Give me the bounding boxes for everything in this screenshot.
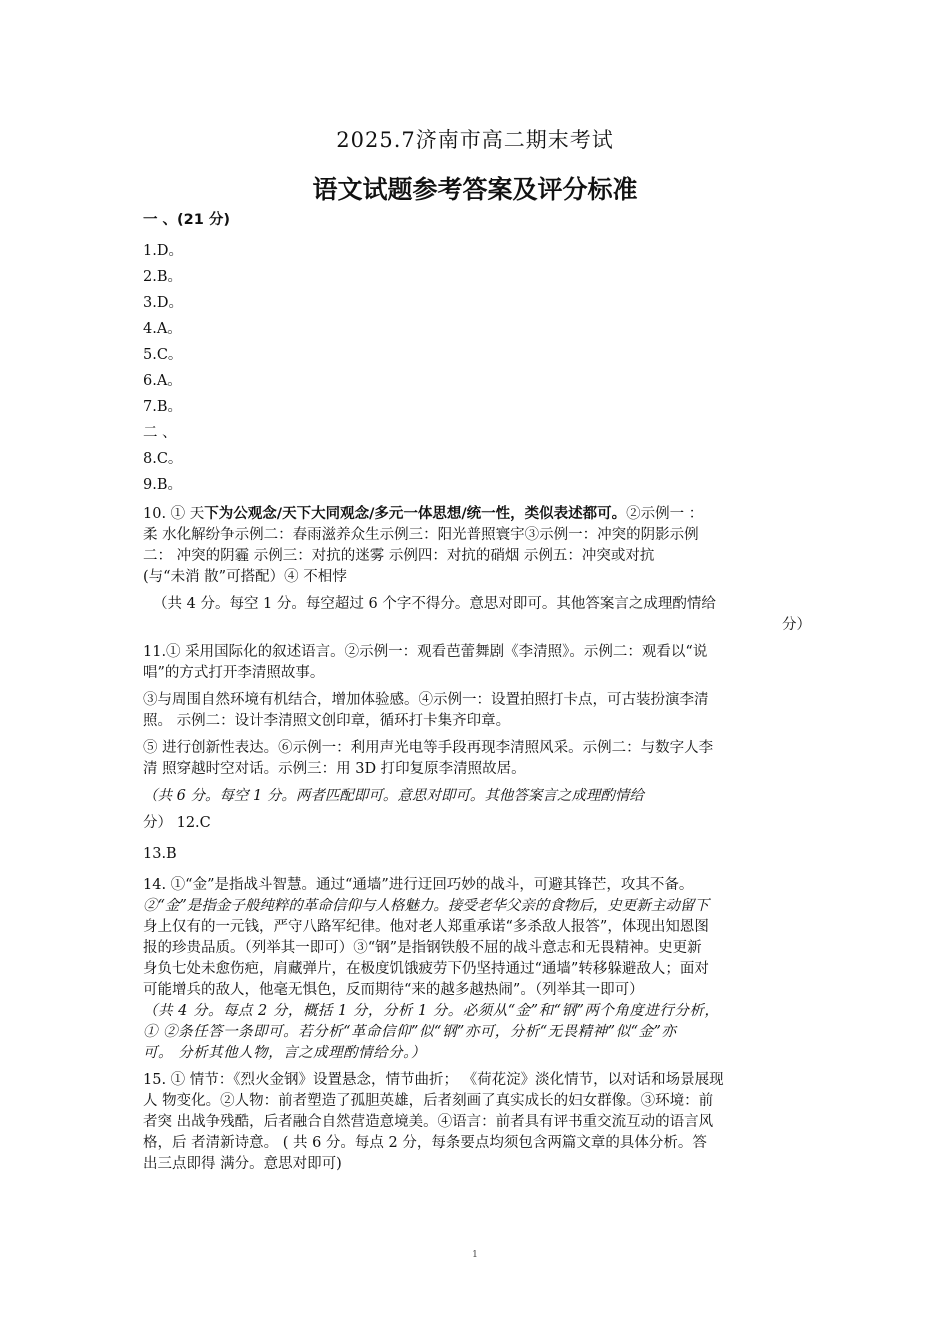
answer-5: 5.C。 xyxy=(143,347,183,363)
answer-6: 6.A。 xyxy=(143,373,182,389)
document-subtitle: 语文试题参考答案及评分标准 xyxy=(312,175,638,204)
page-number: 1 xyxy=(472,1250,478,1260)
q11-line3: ③与周围自然环境有机结合，增加体验感。④示例一：设置拍照打卡点，可古装扮演李清 xyxy=(143,692,709,708)
q10-line1-rest: ②示例一 ： xyxy=(626,506,704,522)
answer-7: 7.B。 xyxy=(143,399,182,415)
answer-1: 1.D。 xyxy=(143,243,183,259)
q14-scoring-note-3: 可。 分析其他人物，言之成理酌情给分。） xyxy=(143,1045,426,1061)
question-10 xyxy=(143,504,811,636)
q15-line1: 15. ① 情节：《烈火金钢》设置悬念，情节曲折； 《荷花淀》淡化情节，以对话和场景展现 xyxy=(143,1072,724,1088)
q15-line4: 格，后 者清新诗意。 ( 共 6 分。每点 2 分，每条要点均须包含两篇文章的具体分析。答 xyxy=(143,1135,707,1151)
q11-line5: ⑤ 进行创新性表达。⑥示例一：利用声光电等手段再现李清照风采。示例二：与数字人李 xyxy=(143,740,714,756)
q11-line1: 11.① 采用国际化的叙述语言。②示例一：观看芭蕾舞剧《李清照》。示例二：观看以“说 xyxy=(143,644,708,660)
q10-scoring-note: （共 4 分。每空 1 分。每空超过 6 个字不得分。意思对即可。其他答案言之成理酌情给 xyxy=(153,596,716,612)
answer-13: 13.B xyxy=(143,846,177,862)
question-14 xyxy=(143,875,811,1064)
q15-line2: 人 物变化。②人物：前者塑造了孤胆英雄，后者刻画了真实成长的妇女群像。③环境：前 xyxy=(143,1093,714,1109)
q14-scoring-note-2: ① ②条任答一条即可。若分析“革命信仰”似“钢”亦可，分析“无畏精神”似“金”亦 xyxy=(143,1024,677,1040)
q10-line4: (与“未消 散”可搭配）④ 不相悖 xyxy=(143,569,347,585)
q14-line5: 身负七处未愈伤疤，肩藏弹片，在极度饥饿疲劳下仍坚持通过“通墙”转移躲避敌人；面对 xyxy=(143,961,709,977)
answer-8: 8.C。 xyxy=(143,451,183,467)
answer-3: 3.D。 xyxy=(143,295,183,311)
question-11 xyxy=(143,642,811,834)
q11-line6: 清 照穿越时空对话。示例三：用 3D 打印复原李清照故居。 xyxy=(143,761,526,777)
q10-line2: 柔 水化解纷争示例二：春雨滋养众生示例三：阳光普照寰宇③示例一：冲突的阴影示例 xyxy=(143,527,699,543)
answer-2: 2.B。 xyxy=(143,269,182,285)
q10-lead: 10. ① 天 xyxy=(143,506,205,522)
answer-content xyxy=(143,210,811,1175)
q11-scoring-note-end: 分） 12.C xyxy=(143,815,211,831)
q11-line4: 照。 示例二：设计李清照文创印章，循环打卡集齐印章。 xyxy=(143,713,511,729)
q14-scoring-note-1: （共 4 分。每点 2 分，概括 1 分，分析 1 分。必须从“金”和“钢”两个角度进行分析， xyxy=(143,1003,720,1019)
answer-9: 9.B。 xyxy=(143,477,182,493)
q10-bold-answer: 下为公观念/天下大同观念/多元一体思想/统一性，类似表述都可。 xyxy=(204,506,627,522)
q10-line3: 二： 冲突的阴霾 示例三：对抗的迷雾 示例四：对抗的硝烟 示例五：冲突或对抗 xyxy=(143,548,655,564)
q14-line6: 可能增兵的敌人，他毫无惧色，反而期待“来的越多越热闹”。（列举其一即可） xyxy=(143,982,644,998)
q10-scoring-note-end: 分） xyxy=(782,617,811,633)
q15-line5: 出三点即得 满分。意思对即可) xyxy=(143,1156,342,1172)
section-1-heading: 一 、(21 分) xyxy=(143,212,231,228)
section-2-heading: 二 、 xyxy=(143,425,177,441)
exam-title: 2025.7济南市高二期末考试 xyxy=(336,128,614,152)
q11-scoring-note: （共 6 分。每空 1 分。两者匹配即可。意思对即可。其他答案言之成理酌情给 xyxy=(143,788,644,804)
q11-line2: 唱”的方式打开李清照故事。 xyxy=(143,665,325,681)
question-15 xyxy=(143,1070,811,1175)
q15-line3: 者突 出战争残酷，后者融合自然营造意境美。④语言：前者具有评书重交流互动的语言风 xyxy=(143,1114,714,1130)
answer-4: 4.A。 xyxy=(143,321,182,337)
q14-line2: ②“金”是指金子般纯粹的革命信仰与人格魅力。接受老华父亲的食物后，史更新主动留下 xyxy=(143,898,709,914)
q14-line3: 身上仅有的一元钱，严守八路军纪律。他对老人郑重承诺“多杀敌人报答”，体现出知恩图 xyxy=(143,919,709,935)
q14-line4: 报的珍贵品质。（列举其一即可）③“钢”是指钢铁般不屈的战斗意志和无畏精神。史更新 xyxy=(143,940,702,956)
q14-line1: 14. ①“金”是指战斗智慧。通过“通墙”进行迂回巧妙的战斗，可避其锋芒，攻其不备。 xyxy=(143,877,694,893)
